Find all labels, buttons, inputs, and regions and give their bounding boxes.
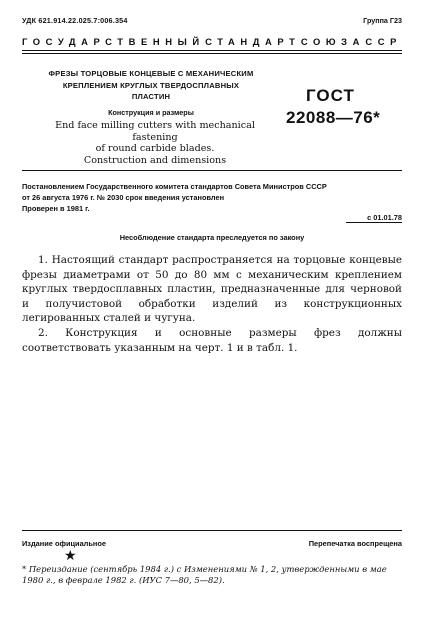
- document-subtitle-ru: Конструкция и размеры: [108, 108, 194, 117]
- header-rule-top: [22, 50, 402, 51]
- star-icon: ★: [64, 548, 77, 564]
- title-line: ПЛАСТИН: [131, 92, 171, 101]
- paragraph: 2. Конструкция и основные размеры фрез должны соответствовать указанным на черт. 1 и в табл. 1.: [22, 326, 402, 354]
- header-rule-bottom: [22, 53, 402, 54]
- udc-code: УДК 621.914.22.025.7:006.354: [22, 16, 128, 25]
- group-code: Группа Г23: [363, 16, 402, 25]
- footer-rule: [22, 530, 402, 531]
- title-line: ФРЕЗЫ ТОРЦОВЫЕ КОНЦЕВЫЕ С МЕХАНИЧЕСКИМ: [48, 69, 254, 78]
- standard-number: 22088—76*: [286, 108, 381, 127]
- title-line: КРЕПЛЕНИЕМ КРУГЛЫХ ТВЕРДОСПЛАВНЫХ: [62, 80, 240, 90]
- organization-word: ГОСУДАРСТВЕННЫЙ: [22, 36, 205, 47]
- title-divider: [22, 170, 402, 171]
- official-edition-label: Издание официальное: [22, 539, 107, 548]
- paragraph: 1. Настоящий стандарт распространяется на торцовые концевые фрезы диаметрами от 50 до 80 мм с механическим креплением круглых твердосплавных пластин, предназначенные для черновой и получистовой обработки изделий из конструкционных легированных сталей и чугуна.: [22, 254, 402, 325]
- document-title-en: [32, 120, 278, 166]
- footnote: [22, 564, 402, 587]
- standard-label: ГОСТ: [306, 86, 355, 105]
- legal-notice: Несоблюдение стандарта преследуется по закону: [119, 233, 305, 242]
- footnote-text: Переиздание (сентябрь 1984 г.) с Изменениями № 1, 2, утвержденными в мае 1980 г., в феврале 1982 г. (ИУС 7—80, 5—82).: [22, 564, 387, 586]
- reprint-prohibited-label: Перепечатка воспрещена: [308, 539, 402, 548]
- title-en-line: End face milling cutters with mechanical fastening: [55, 120, 255, 143]
- organization-word: СОЮЗА: [300, 36, 365, 47]
- decree-block: [22, 181, 402, 214]
- document-title-ru: [22, 68, 280, 103]
- footnote-mark: *: [22, 564, 27, 574]
- effective-date-underline: [346, 222, 402, 223]
- decree-line: от 26 августа 1976 г. № 2030 срок введения установлен: [22, 193, 225, 202]
- title-en-line: Construction and dimensions: [83, 154, 227, 166]
- body-text: [22, 253, 402, 355]
- decree-line: Проверен в 1981 г.: [22, 204, 90, 213]
- effective-date: с 01.01.78: [367, 213, 402, 222]
- organization-word: СТАНДАРТ: [205, 36, 301, 47]
- decree-line: Постановлением Государственного комитета стандартов Совета Министров СССР: [22, 182, 327, 191]
- organization-banner: [22, 36, 402, 47]
- organization-word: ССР: [365, 36, 402, 47]
- title-en-line: of round carbide blades.: [95, 143, 215, 155]
